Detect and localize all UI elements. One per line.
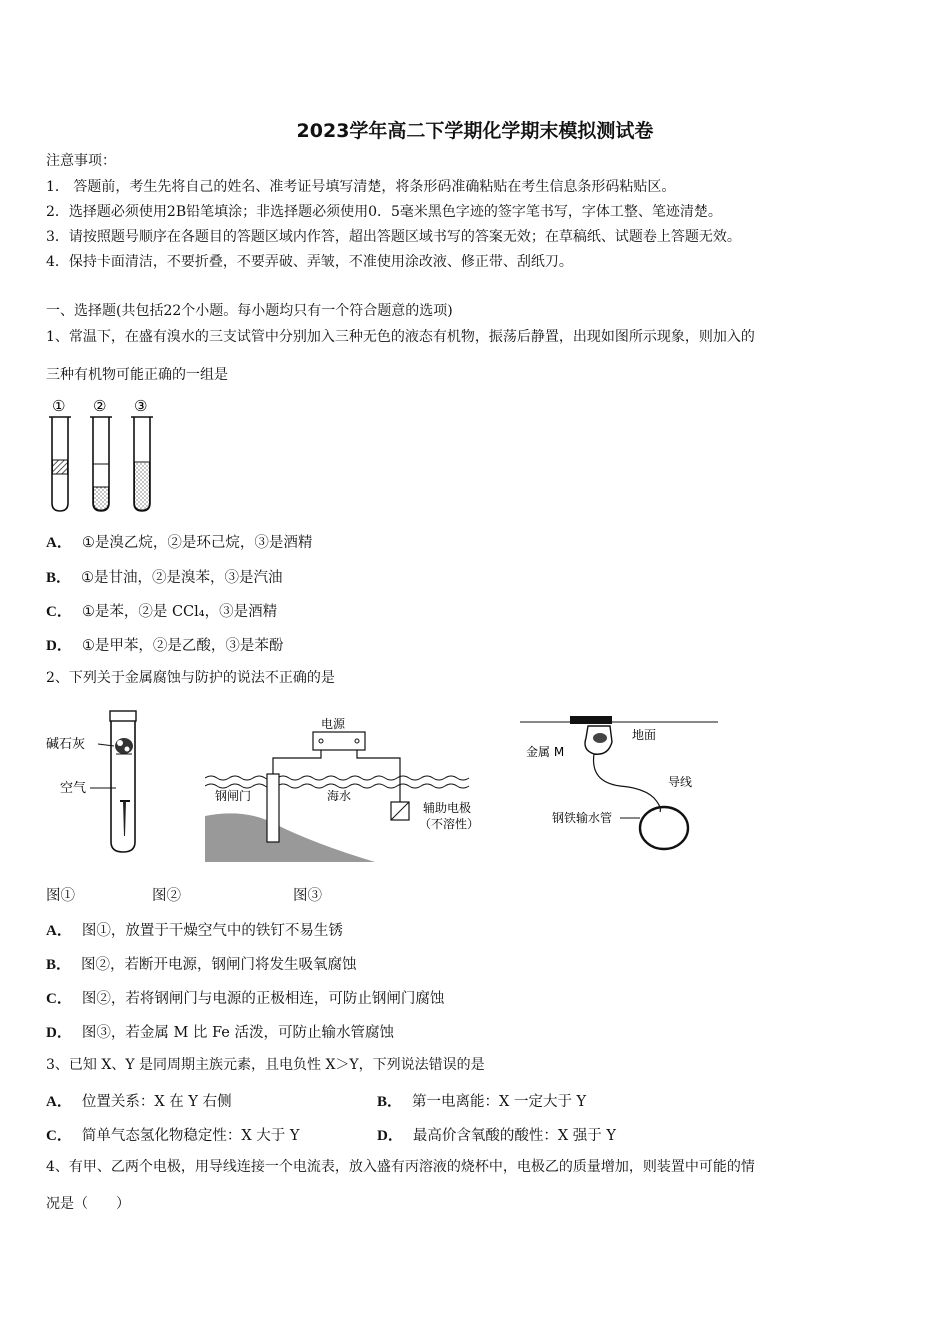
fig1-test-tube — [110, 711, 136, 852]
fig-label-1: 图① — [46, 888, 75, 904]
q3-option-a[interactable]: A． 位置关系：X 在 Y 右侧 — [46, 1094, 232, 1110]
notice-item-2: 2．选择题必须使用2B铅笔填涂；非选择题必须使用0．5毫米黑色字迹的签字笔书写，字体工整、笔迹清楚。 — [46, 204, 722, 220]
fig3-label-pipe: 钢铁输水管 — [552, 811, 613, 825]
fig3-label-wire: 导线 — [668, 775, 693, 789]
water-pipe — [640, 807, 688, 849]
fig2-label-sea: 海水 — [327, 789, 352, 803]
fig2-label-power: 电源 — [321, 717, 346, 731]
q2-figure-1 — [44, 706, 154, 858]
fig3-label-metal: 金属 M — [526, 745, 565, 759]
fig-label-2: 图② — [152, 888, 181, 904]
section-heading: 一、选择题(共包括22个小题。每小题均只有一个符合题意的选项) — [46, 303, 453, 319]
q1-test-tubes-figure — [44, 395, 164, 517]
notice-item-1: 1． 答题前，考生先将自己的姓名、准考证号填写清楚，将条形码准确粘贴在考生信息条形码粘贴区。 — [46, 179, 676, 195]
q1-option-b[interactable]: B． ①是甘油，②是溴苯，③是汽油 — [46, 570, 283, 586]
fig2-label-aux: 辅助电极 — [423, 801, 472, 815]
q3-option-b[interactable]: B． 第一电离能：X 一定大于 Y — [377, 1094, 587, 1110]
q3-stem: 3、已知 X、Y 是同周期主族元素，且电负性 X＞Y，下列说法错误的是 — [46, 1057, 485, 1073]
q2-option-b[interactable]: B． 图②，若断开电源，钢闸门将发生吸氧腐蚀 — [46, 957, 357, 973]
q3-option-c[interactable]: C． 简单气态氢化物稳定性：X 大于 Y — [46, 1128, 300, 1144]
test-tube-2 — [90, 417, 112, 511]
q1-option-a[interactable]: A． ①是溴乙烷，②是环己烷，③是酒精 — [46, 535, 313, 551]
page-title: 2023学年高二下学期化学期末模拟测试卷 — [296, 120, 654, 142]
fig1-label-soda-lime: 碱石灰 — [46, 737, 86, 752]
q4-stem-line1: 4、有甲、乙两个电极，用导线连接一个电流表，放入盛有丙溶液的烧杯中，电极乙的质量增加，则装置中可能的情 — [46, 1159, 755, 1175]
fig2-label-insoluble: （不溶性） — [419, 817, 480, 831]
fig3-label-ground: 地面 — [632, 728, 657, 742]
steel-gate — [267, 774, 279, 842]
auxiliary-electrode — [391, 802, 409, 820]
q2-stem: 2、下列关于金属腐蚀与防护的说法不正确的是 — [46, 670, 335, 686]
metal-m-block — [585, 726, 612, 754]
tube-label-3: ③ — [134, 397, 148, 415]
notice-heading: 注意事项： — [46, 153, 116, 169]
q2-option-a[interactable]: A． 图①，放置于干燥空气中的铁钉不易生锈 — [46, 923, 343, 939]
q2-figure-3 — [520, 712, 720, 852]
iron-nail-icon — [120, 801, 130, 836]
notice-item-3: 3．请按照题号顺序在各题目的答题区域内作答，超出答题区域书写的答案无效；在草稿纸、试题卷上答题无效。 — [46, 229, 741, 245]
notice-item-4: 4．保持卡面清洁，不要折叠，不要弄破、弄皱，不准使用涂改液、修正带、刮纸刀。 — [46, 254, 573, 270]
q2-option-c[interactable]: C． 图②，若将钢闸门与电源的正极相连，可防止钢闸门腐蚀 — [46, 991, 445, 1007]
q4-stem-line2: 况是（ ） — [46, 1196, 130, 1212]
fig-label-3: 图③ — [293, 888, 322, 904]
power-supply — [313, 716, 365, 750]
q3-option-d[interactable]: D． 最高价含氧酸的酸性：X 强于 Y — [377, 1128, 616, 1144]
q1-stem-line2: 三种有机物可能正确的一组是 — [46, 367, 228, 383]
tube-label-2: ② — [93, 397, 107, 415]
test-tube-3 — [131, 417, 153, 511]
q1-option-c[interactable]: C． ①是苯，②是 CCl₄，③是酒精 — [46, 604, 278, 620]
q2-option-d[interactable]: D． 图③，若金属 M 比 Fe 活泼，可防止输水管腐蚀 — [46, 1025, 394, 1041]
fig1-label-air: 空气 — [60, 781, 87, 796]
q2-figure-2 — [205, 716, 495, 862]
test-tube-1 — [49, 417, 71, 511]
q1-option-d[interactable]: D． ①是甲苯，②是乙酸，③是苯酚 — [46, 638, 284, 654]
q1-stem-line1: 1、常温下，在盛有溴水的三支试管中分别加入三种无色的液态有机物，振荡后静置，出现如图所示现象，则加入的 — [46, 329, 755, 345]
fig2-label-gate: 钢闸门 — [215, 789, 252, 803]
tube-label-1: ① — [52, 397, 66, 415]
